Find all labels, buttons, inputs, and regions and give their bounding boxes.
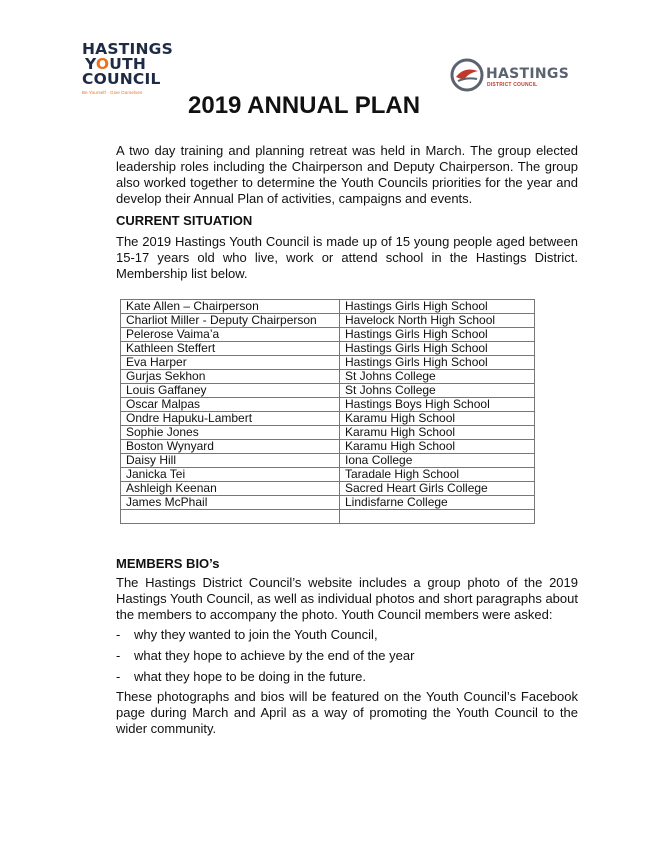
member-name-cell: Gurjas Sekhon — [121, 370, 340, 384]
district-council-name: HASTINGS — [486, 66, 570, 82]
member-name-cell: Ondre Hapuku-Lambert — [121, 412, 340, 426]
bullet-dash: - — [116, 648, 121, 663]
member-school-cell: Taradale High School — [340, 468, 535, 482]
table-row — [121, 496, 535, 510]
empty-cell — [121, 510, 340, 524]
member-school-cell: Lindisfarne College — [340, 496, 535, 510]
bullet-text: what they hope to be doing in the future. — [134, 669, 367, 684]
table-row — [121, 370, 535, 384]
district-council-logo — [450, 58, 575, 96]
youth-council-logo — [82, 42, 172, 95]
bullet-text: why they wanted to join the Youth Council, — [134, 627, 378, 642]
current-situation-text: The 2019 Hastings Youth Council is made up of 15 young people aged between 15-17 years old who live, work or attend school in the Hastings District. Membership list below. — [116, 234, 578, 281]
table-row — [121, 356, 535, 370]
members-table — [120, 299, 535, 524]
district-council-emblem-icon — [450, 58, 484, 92]
member-name-cell: Pelerose Vaima’a — [121, 328, 340, 342]
member-school-cell: Havelock North High School — [340, 314, 535, 328]
member-name-cell: Louis Gaffaney — [121, 384, 340, 398]
table-row — [121, 384, 535, 398]
table-row — [121, 440, 535, 454]
member-name-cell: Daisy Hill — [121, 454, 340, 468]
logo-youth-word: YOUTH — [85, 55, 147, 73]
member-school-cell: Hastings Girls High School — [340, 356, 535, 370]
member-school-cell: Sacred Heart Girls College — [340, 482, 535, 496]
members-bio-questions — [116, 627, 578, 690]
table-row — [121, 454, 535, 468]
member-school-cell: Hastings Girls High School — [340, 300, 535, 314]
member-school-cell: St Johns College — [340, 370, 535, 384]
bullet-text: what they hope to achieve by the end of the year — [134, 648, 415, 663]
member-name-cell: James McPhail — [121, 496, 340, 510]
intro-paragraph: A two day training and planning retreat was held in March. The group elected leadership roles including the Chairperson and Deputy Chairperson. The group also worked together to determine the Youth Councils priorities for the year and develop their Annual Plan of activities, campaigns and events. — [116, 143, 578, 206]
member-name-cell: Eva Harper — [121, 356, 340, 370]
member-name-cell: Oscar Malpas — [121, 398, 340, 412]
bullet-dash: - — [116, 669, 121, 684]
member-school-cell: Iona College — [340, 454, 535, 468]
member-school-cell: Hastings Girls High School — [340, 342, 535, 356]
list-item — [116, 627, 578, 648]
table-row — [121, 482, 535, 496]
member-name-cell: Boston Wynyard — [121, 440, 340, 454]
list-item — [116, 669, 578, 690]
members-bio-text: The Hastings District Council’s website includes a group photo of the 2019 Hastings Youth Council, as well as individual photos and short paragraphs about the members to accompany the photo. Youth Council members were asked: — [116, 575, 578, 622]
member-school-cell: St Johns College — [340, 384, 535, 398]
logo-tagline: Be Yourself · Give Ourselves — [82, 90, 143, 95]
page-title: 2019 ANNUAL PLAN — [188, 92, 421, 119]
member-school-cell: Hastings Girls High School — [340, 328, 535, 342]
member-name-cell: Janicka Tei — [121, 468, 340, 482]
member-name-cell: Sophie Jones — [121, 426, 340, 440]
table-row — [121, 468, 535, 482]
member-name-cell: Kate Allen – Chairperson — [121, 300, 340, 314]
table-row — [121, 328, 535, 342]
members-bio-heading: MEMBERS BIO’s — [116, 556, 220, 571]
member-school-cell: Hastings Boys High School — [340, 398, 535, 412]
bullet-dash: - — [116, 627, 121, 642]
members-bio-closing: These photographs and bios will be featured on the Youth Council’s Facebook page during March and April as a way of promoting the Youth Council to the wider community. — [116, 689, 578, 736]
logo-line-hastings: HASTINGS — [82, 40, 173, 58]
logo-line-council: COUNCIL — [82, 70, 161, 88]
member-school-cell: Karamu High School — [340, 440, 535, 454]
member-name-cell: Kathleen Steffert — [121, 342, 340, 356]
member-name-cell: Charliot Miller - Deputy Chairperson — [121, 314, 340, 328]
member-name-cell: Ashleigh Keenan — [121, 482, 340, 496]
empty-cell — [340, 510, 535, 524]
table-row — [121, 398, 535, 412]
table-row — [121, 412, 535, 426]
table-row — [121, 300, 535, 314]
table-row — [121, 314, 535, 328]
member-school-cell: Karamu High School — [340, 426, 535, 440]
table-row — [121, 426, 535, 440]
member-school-cell: Karamu High School — [340, 412, 535, 426]
table-row-empty — [121, 510, 535, 524]
district-council-sub: DISTRICT COUNCIL — [487, 82, 538, 88]
table-row — [121, 342, 535, 356]
list-item — [116, 648, 578, 669]
current-situation-heading: CURRENT SITUATION — [116, 213, 253, 228]
